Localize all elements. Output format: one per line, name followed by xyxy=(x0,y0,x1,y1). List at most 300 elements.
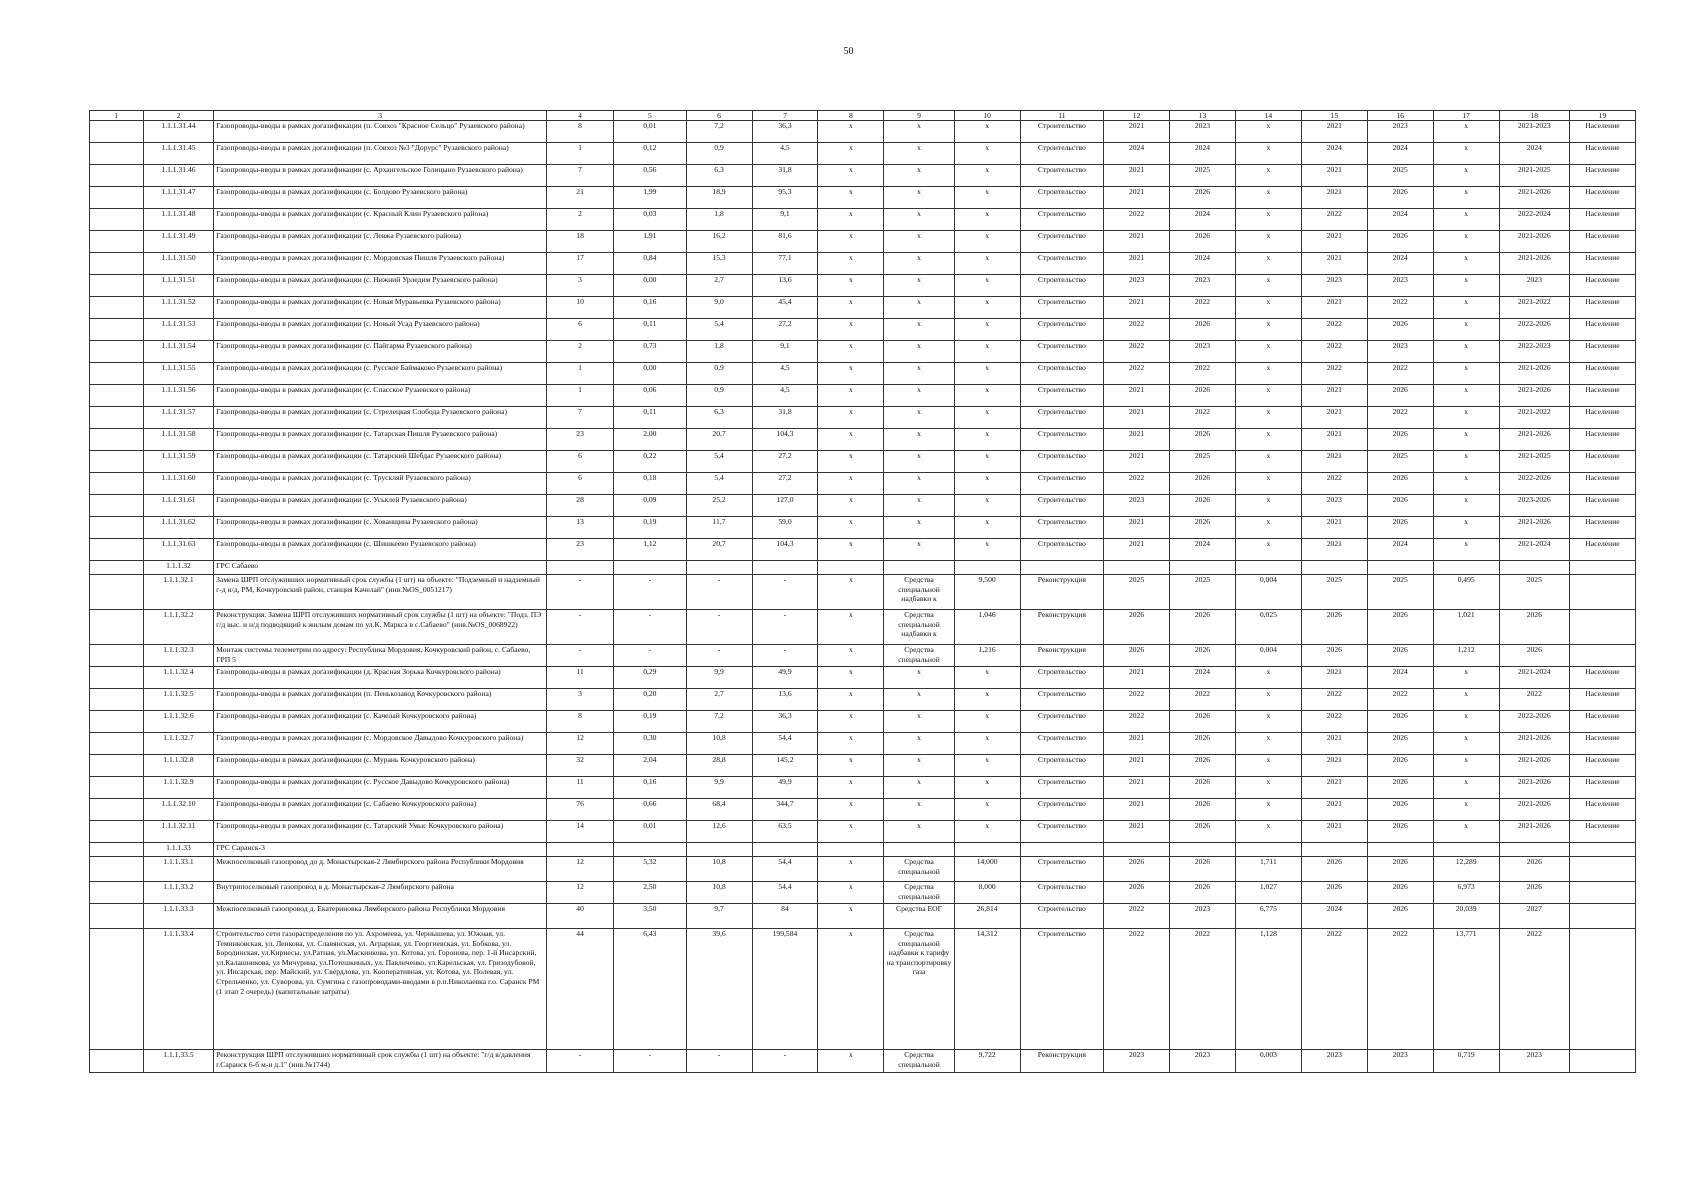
table-cell: Средства специальной xyxy=(884,882,954,904)
table-cell: 0,004 xyxy=(1235,575,1301,610)
table-cell: 2022 xyxy=(1104,341,1170,363)
table-cell: 1.1.1.31.45 xyxy=(143,143,213,165)
table-cell: 1.1.1.31.48 xyxy=(143,209,213,231)
table-cell: 2021 xyxy=(1301,429,1367,451)
table-row xyxy=(90,667,1636,689)
table-cell xyxy=(90,385,144,407)
table-cell: 1,216 xyxy=(954,645,1020,667)
table-cell: 2023 xyxy=(1499,1050,1569,1073)
table-cell: Строительство xyxy=(1020,363,1104,385)
table-row xyxy=(90,341,1636,363)
table-cell: - xyxy=(686,1050,752,1073)
table-cell: 1.1.1.31.53 xyxy=(143,319,213,341)
table-cell: 0,18 xyxy=(614,473,687,495)
table-cell: Внутрипоселковый газопровод в д. Монастырская-2 Лямбирского района xyxy=(214,882,547,904)
table-cell: 4,5 xyxy=(752,363,818,385)
table-cell xyxy=(90,777,144,799)
table-cell: Население xyxy=(1569,539,1635,561)
table-cell: x xyxy=(818,929,884,1050)
table-cell: 2021-2022 xyxy=(1499,407,1569,429)
table-cell: Средства специальной xyxy=(884,857,954,882)
table-cell: 9,0 xyxy=(686,297,752,319)
table-cell: x xyxy=(954,539,1020,561)
table-cell: Строительство xyxy=(1020,451,1104,473)
table-row xyxy=(90,297,1636,319)
table-cell xyxy=(686,561,752,575)
table-cell: 2023 xyxy=(1170,1050,1236,1073)
table-cell: Газопроводы-вводы в рамках догазификации (п. Совхоз "Красное Сельцо" Рузаевского района) xyxy=(214,121,547,143)
table-cell: 0,12 xyxy=(614,143,687,165)
table-cell: Строительство xyxy=(1020,385,1104,407)
table-cell: 2024 xyxy=(1367,539,1433,561)
table-cell: 2021 xyxy=(1104,297,1170,319)
table-cell: 1.1.1.31.49 xyxy=(143,231,213,253)
table-cell: Строительство xyxy=(1020,904,1104,929)
table-cell: 2021-2026 xyxy=(1499,755,1569,777)
table-cell: 8 xyxy=(547,711,614,733)
table-cell: x xyxy=(818,904,884,929)
table-cell xyxy=(954,561,1020,575)
table-cell: x xyxy=(818,667,884,689)
table-cell: 2022 xyxy=(1301,473,1367,495)
table-cell: 27,2 xyxy=(752,473,818,495)
table-cell: 2026 xyxy=(1367,645,1433,667)
table-cell: x xyxy=(884,143,954,165)
table-cell: Строительство xyxy=(1020,495,1104,517)
table-cell: 31,8 xyxy=(752,165,818,187)
table-cell: Строительство xyxy=(1020,297,1104,319)
table-cell xyxy=(90,209,144,231)
header-cell: 9 xyxy=(884,111,954,121)
table-cell: x xyxy=(1235,667,1301,689)
table-cell: 6,3 xyxy=(686,407,752,429)
table-cell: 2023 xyxy=(1499,275,1569,297)
table-cell: 0,11 xyxy=(614,407,687,429)
table-cell: 1 xyxy=(547,363,614,385)
table-cell: x xyxy=(884,165,954,187)
table-cell: 2026 xyxy=(1170,882,1236,904)
table-cell: x xyxy=(884,667,954,689)
table-cell: 1,021 xyxy=(1433,610,1499,645)
table-cell: x xyxy=(954,121,1020,143)
table-cell: x xyxy=(818,495,884,517)
table-cell: 2023 xyxy=(1104,1050,1170,1073)
table-cell: 2026 xyxy=(1170,645,1236,667)
table-cell: 2025 xyxy=(1170,165,1236,187)
table-cell: 2021-2026 xyxy=(1499,363,1569,385)
table-cell: 2022 xyxy=(1104,711,1170,733)
table-cell: 13,6 xyxy=(752,689,818,711)
table-cell: x xyxy=(818,711,884,733)
table-cell: 1.1.1.32.11 xyxy=(143,821,213,843)
table-cell: Строительство xyxy=(1020,857,1104,882)
table-row xyxy=(90,209,1636,231)
table-cell: 2026 xyxy=(1367,821,1433,843)
table-cell: 2022 xyxy=(1301,209,1367,231)
table-cell: x xyxy=(1235,821,1301,843)
table-cell: Строительство xyxy=(1020,209,1104,231)
table-cell: 2026 xyxy=(1301,610,1367,645)
table-cell: x xyxy=(1433,407,1499,429)
table-cell: 39,6 xyxy=(686,929,752,1050)
table-cell: 2023 xyxy=(1104,495,1170,517)
table-cell xyxy=(614,561,687,575)
table-cell xyxy=(1020,561,1104,575)
table-cell: x xyxy=(884,755,954,777)
table-cell: 2022 xyxy=(1301,341,1367,363)
table-cell: 5,4 xyxy=(686,451,752,473)
table-cell: 6,3 xyxy=(686,165,752,187)
table-cell: 1.1.1.32.7 xyxy=(143,733,213,755)
table-cell: 1.1.1.33.3 xyxy=(143,904,213,929)
table-cell: 4,5 xyxy=(752,143,818,165)
table-cell: 2022-2024 xyxy=(1499,209,1569,231)
table-cell: x xyxy=(1433,517,1499,539)
table-cell: 199,584 xyxy=(752,929,818,1050)
table-cell: 36,3 xyxy=(752,121,818,143)
table-cell: Строительство xyxy=(1020,429,1104,451)
table-cell: 3 xyxy=(547,689,614,711)
table-cell: 2026 xyxy=(1367,187,1433,209)
table-cell: 2022 xyxy=(1170,407,1236,429)
table-cell: 2022 xyxy=(1104,209,1170,231)
table-row xyxy=(90,645,1636,667)
table-cell: Газопроводы-вводы в рамках догазификации (с. Новый Усад Рузаевского района) xyxy=(214,319,547,341)
table-cell: Газопроводы-вводы в рамках догазификации (с. Уськлей Рузаевского района) xyxy=(214,495,547,517)
table-row xyxy=(90,165,1636,187)
table-cell: x xyxy=(1235,385,1301,407)
table-cell: Газопроводы-вводы в рамках догазификации (с. Мордовская Пишля Рузаевского района) xyxy=(214,253,547,275)
table-cell xyxy=(90,857,144,882)
table-cell: 2022 xyxy=(1170,929,1236,1050)
table-cell: - xyxy=(686,575,752,610)
table-cell: 14,000 xyxy=(954,857,1020,882)
table-cell: x xyxy=(884,209,954,231)
table-cell: 1.1.1.32.8 xyxy=(143,755,213,777)
table-cell: Строительство xyxy=(1020,231,1104,253)
table-cell: 11,7 xyxy=(686,517,752,539)
table-cell: x xyxy=(954,319,1020,341)
table-cell: Строительство xyxy=(1020,253,1104,275)
table-cell: x xyxy=(1235,209,1301,231)
table-cell: x xyxy=(954,341,1020,363)
table-cell: 2022-2023 xyxy=(1499,341,1569,363)
table-cell: 3,50 xyxy=(614,904,687,929)
table-cell: Строительство xyxy=(1020,929,1104,1050)
table-cell: 15,3 xyxy=(686,253,752,275)
table-cell: 1.1.1.31.55 xyxy=(143,363,213,385)
table-cell: 2021 xyxy=(1301,777,1367,799)
table-cell: Население xyxy=(1569,711,1635,733)
table-cell: 1.1.1.33.5 xyxy=(143,1050,213,1073)
header-cell: 6 xyxy=(686,111,752,121)
table-cell: Реконструкция xyxy=(1020,610,1104,645)
table-cell: Газопроводы-вводы в рамках догазификации (с. Татарский Умыс Кочкуровского района) xyxy=(214,821,547,843)
table-cell: 1.1.1.31.57 xyxy=(143,407,213,429)
table-row xyxy=(90,275,1636,297)
table-cell: x xyxy=(818,473,884,495)
table-cell: Монтаж системы телеметрии по адресу: Республика Мордовия, Кочкуровский район, с. Сабаево, ГРП 5 xyxy=(214,645,547,667)
table-cell: 2024 xyxy=(1301,143,1367,165)
table-cell xyxy=(90,363,144,385)
table-cell: 12 xyxy=(547,857,614,882)
table-cell: 6 xyxy=(547,319,614,341)
table-cell: 20,039 xyxy=(1433,904,1499,929)
table-row xyxy=(90,689,1636,711)
table-cell: x xyxy=(1235,689,1301,711)
table-cell: x xyxy=(1433,711,1499,733)
table-cell: 2021 xyxy=(1301,667,1367,689)
table-cell: x xyxy=(1235,231,1301,253)
table-cell: Строительство xyxy=(1020,667,1104,689)
table-cell: 0,00 xyxy=(614,275,687,297)
table-cell: 1.1.1.32.4 xyxy=(143,667,213,689)
table-cell: 0,56 xyxy=(614,165,687,187)
table-cell: - xyxy=(752,1050,818,1073)
table-cell: 6 xyxy=(547,451,614,473)
table-cell: 2026 xyxy=(1367,473,1433,495)
table-cell: x xyxy=(954,473,1020,495)
table-cell: 0,9 xyxy=(686,143,752,165)
table-cell: 14,312 xyxy=(954,929,1020,1050)
table-cell xyxy=(90,231,144,253)
page-number: 50 xyxy=(843,46,854,57)
header-cell: 1 xyxy=(90,111,144,121)
table-cell: x xyxy=(818,187,884,209)
table-cell: 2023 xyxy=(1301,495,1367,517)
table-row xyxy=(90,187,1636,209)
table-cell: 0,025 xyxy=(1235,610,1301,645)
group-row xyxy=(90,843,1636,857)
table-cell: 7 xyxy=(547,165,614,187)
table-row xyxy=(90,882,1636,904)
table-cell: x xyxy=(1235,363,1301,385)
table-cell: 1.1.1.31.63 xyxy=(143,539,213,561)
table-cell: 32 xyxy=(547,755,614,777)
table-cell: Средства специальной надбавки к xyxy=(884,575,954,610)
table-cell: 9,9 xyxy=(686,667,752,689)
table-cell: 45,4 xyxy=(752,297,818,319)
table-row xyxy=(90,929,1636,1050)
table-cell: - xyxy=(547,645,614,667)
table-cell: 2026 xyxy=(1170,429,1236,451)
table-cell: x xyxy=(1235,777,1301,799)
table-cell xyxy=(90,187,144,209)
table-cell: x xyxy=(818,645,884,667)
table-cell: Газопроводы-вводы в рамках догазификации (с. Шишкеево Рузаевского района) xyxy=(214,539,547,561)
header-cell: 19 xyxy=(1569,111,1635,121)
table-cell: 344,7 xyxy=(752,799,818,821)
table-cell: 2026 xyxy=(1170,799,1236,821)
table-cell: 1,8 xyxy=(686,341,752,363)
table-cell: Газопроводы-вводы в рамках догазификации (с. Русское Баймаково Рузаевского района) xyxy=(214,363,547,385)
table-cell: 18,9 xyxy=(686,187,752,209)
table-cell: 127,0 xyxy=(752,495,818,517)
table-cell: x xyxy=(1433,799,1499,821)
table-cell: Строительство xyxy=(1020,341,1104,363)
table-cell: x xyxy=(954,275,1020,297)
table-cell: 0,00 xyxy=(614,363,687,385)
table-cell xyxy=(1367,561,1433,575)
table-row xyxy=(90,857,1636,882)
table-row xyxy=(90,231,1636,253)
table-cell: 1 xyxy=(547,385,614,407)
table-cell: 2024 xyxy=(1499,143,1569,165)
table-cell: 2026 xyxy=(1367,517,1433,539)
table-cell: 2023 xyxy=(1367,121,1433,143)
table-cell: 1.1.1.32 xyxy=(143,561,213,575)
table-cell: 1,99 xyxy=(614,187,687,209)
table-cell: 1.1.1.32.3 xyxy=(143,645,213,667)
table-cell: - xyxy=(686,610,752,645)
table-cell: 2022 xyxy=(1367,363,1433,385)
table-cell xyxy=(1104,843,1170,857)
table-cell: x xyxy=(884,539,954,561)
table-cell: 49,9 xyxy=(752,667,818,689)
table-cell xyxy=(90,429,144,451)
table-cell: 2026 xyxy=(1367,429,1433,451)
table-row xyxy=(90,407,1636,429)
table-cell: 40 xyxy=(547,904,614,929)
table-cell: 20,7 xyxy=(686,429,752,451)
table-cell: 2026 xyxy=(1367,711,1433,733)
table-cell: Реконструкция xyxy=(1020,1050,1104,1073)
table-cell: 2025 xyxy=(1367,451,1433,473)
table-cell: x xyxy=(1235,733,1301,755)
table-cell: 1.1.1.31.58 xyxy=(143,429,213,451)
table-cell: x xyxy=(818,363,884,385)
table-cell: 2021 xyxy=(1301,165,1367,187)
table-cell xyxy=(818,561,884,575)
header-cell: 13 xyxy=(1170,111,1236,121)
table-cell: x xyxy=(1235,755,1301,777)
table-cell: 2023 xyxy=(1367,275,1433,297)
header-cell: 15 xyxy=(1301,111,1367,121)
table-cell xyxy=(90,297,144,319)
table-cell: x xyxy=(1235,275,1301,297)
table-cell: 12 xyxy=(547,733,614,755)
table-cell: x xyxy=(1235,143,1301,165)
table-cell: Межпоселковый газопровод до д. Монастырская-2 Лямбирского района Республики Мордовия xyxy=(214,857,547,882)
table-cell: Газопроводы-вводы в рамках догазификации (с. Спасское Рузаевского района) xyxy=(214,385,547,407)
table-cell: 1 xyxy=(547,143,614,165)
table-cell: x xyxy=(884,363,954,385)
table-cell: x xyxy=(954,407,1020,429)
table-cell: 2021 xyxy=(1301,755,1367,777)
table-cell: 2021 xyxy=(1104,517,1170,539)
header-cell: 16 xyxy=(1367,111,1433,121)
table-cell: 9,1 xyxy=(752,341,818,363)
table-cell: Межпоселковый газопровод д. Екатериновка Лямбирского района Республики Мордовия xyxy=(214,904,547,929)
table-cell: 2021 xyxy=(1301,407,1367,429)
table-cell: Население xyxy=(1569,407,1635,429)
table-cell: 54,4 xyxy=(752,857,818,882)
table-cell: x xyxy=(818,253,884,275)
table-cell: 3 xyxy=(547,275,614,297)
table-row xyxy=(90,253,1636,275)
table-cell: 1.1.1.31.47 xyxy=(143,187,213,209)
table-row xyxy=(90,385,1636,407)
table-cell: 10,8 xyxy=(686,882,752,904)
table-cell: 6 xyxy=(547,473,614,495)
table-cell: 1.1.1.31.54 xyxy=(143,341,213,363)
table-cell: x xyxy=(954,755,1020,777)
table-cell: 2023 xyxy=(1367,1050,1433,1073)
table-cell: 77,1 xyxy=(752,253,818,275)
table-cell: 26,814 xyxy=(954,904,1020,929)
table-cell: x xyxy=(954,689,1020,711)
table-cell: Население xyxy=(1569,473,1635,495)
table-cell: - xyxy=(752,645,818,667)
table-cell: 2021 xyxy=(1104,667,1170,689)
table-cell: 2021 xyxy=(1104,429,1170,451)
table-row xyxy=(90,821,1636,843)
table-cell: 104,3 xyxy=(752,429,818,451)
table-cell xyxy=(90,341,144,363)
table-cell: 0,495 xyxy=(1433,575,1499,610)
table-cell: 1.1.1.32.6 xyxy=(143,711,213,733)
table-cell: Реконструкция. Замена ШРП отслуживших нормативный срок службы (1 шт) на объекте: "Подз. ПЭ г/д выс. и н/д подводящий к жилым домам по ул.К. Маркса в с.Сабаево" (инв.№OS_0068922) xyxy=(214,610,547,645)
table-cell: x xyxy=(954,209,1020,231)
table-cell: Население xyxy=(1569,209,1635,231)
table-cell: 2022 xyxy=(1367,407,1433,429)
table-cell: 0,003 xyxy=(1235,1050,1301,1073)
table-cell: 2026 xyxy=(1367,777,1433,799)
table-cell: x xyxy=(818,407,884,429)
table-cell: x xyxy=(818,821,884,843)
table-cell: Средства специальной xyxy=(884,645,954,667)
table-cell: 2024 xyxy=(1367,143,1433,165)
table-cell: Газопроводы-вводы в рамках догазификации (с. Мурань Кочкуровского района) xyxy=(214,755,547,777)
table-cell: Население xyxy=(1569,689,1635,711)
table-cell: x xyxy=(1235,473,1301,495)
table-cell: 2025 xyxy=(1104,575,1170,610)
table-cell: Строительство xyxy=(1020,799,1104,821)
table-cell: 2026 xyxy=(1170,610,1236,645)
table-cell: x xyxy=(1433,495,1499,517)
table-cell: x xyxy=(1235,495,1301,517)
table-cell: x xyxy=(884,495,954,517)
table-cell: 1.1.1.31.60 xyxy=(143,473,213,495)
table-cell: - xyxy=(547,1050,614,1073)
table-cell: 2021 xyxy=(1301,297,1367,319)
table-cell: x xyxy=(1235,451,1301,473)
table-cell xyxy=(90,517,144,539)
table-cell: 1.1.1.32.1 xyxy=(143,575,213,610)
table-cell: 2024 xyxy=(1170,539,1236,561)
table-cell: 2,50 xyxy=(614,882,687,904)
table-cell: 6,775 xyxy=(1235,904,1301,929)
table-cell: x xyxy=(1433,165,1499,187)
table-cell: Газопроводы-вводы в рамках догазификации (с. Болдово Рузаевского района) xyxy=(214,187,547,209)
table-cell xyxy=(90,575,144,610)
table-row xyxy=(90,575,1636,610)
table-cell: 2026 xyxy=(1367,755,1433,777)
table-cell: 76 xyxy=(547,799,614,821)
table-cell: x xyxy=(1433,539,1499,561)
table-cell: x xyxy=(1433,297,1499,319)
table-cell: 2022 xyxy=(1104,473,1170,495)
table-cell: 27,2 xyxy=(752,451,818,473)
table-cell: Строительство xyxy=(1020,882,1104,904)
table-cell: x xyxy=(954,187,1020,209)
table-cell: 2026 xyxy=(1367,882,1433,904)
table-cell: Газопроводы-вводы в рамках догазификации (с. Хованщина Рузаевского района) xyxy=(214,517,547,539)
header-cell: 17 xyxy=(1433,111,1499,121)
table-cell: Население xyxy=(1569,799,1635,821)
table-cell: Строительство xyxy=(1020,517,1104,539)
table-cell: 2026 xyxy=(1499,882,1569,904)
